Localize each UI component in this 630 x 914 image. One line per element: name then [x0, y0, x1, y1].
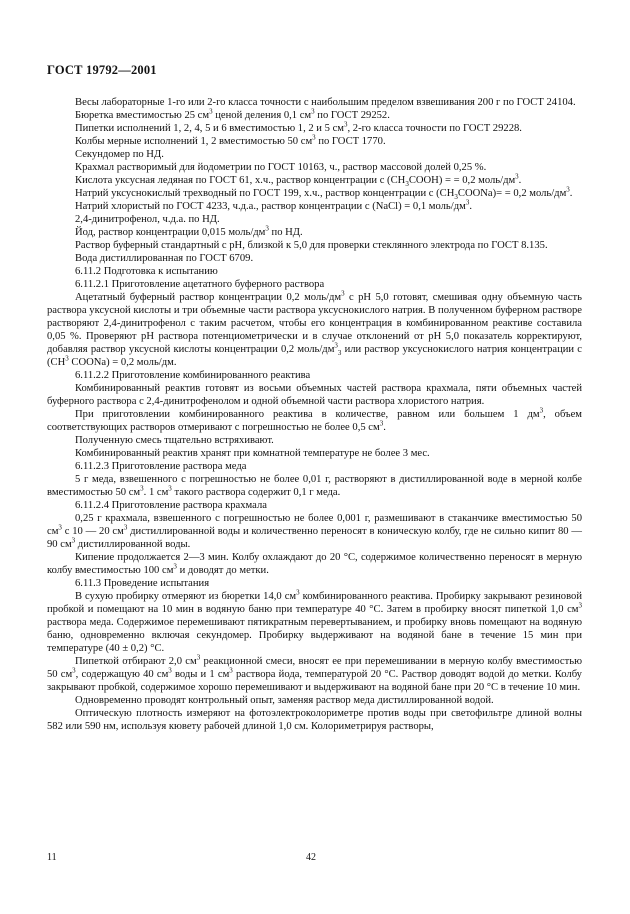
text-run: , 2-го класса точности по ГОСТ 29228.	[347, 123, 522, 134]
paragraph	[47, 499, 582, 512]
footer-code: 11	[47, 852, 57, 863]
superscript: 3	[465, 198, 470, 207]
superscript: 3	[173, 562, 177, 571]
paragraph	[47, 265, 582, 278]
paragraph	[47, 109, 582, 122]
superscript: 3	[296, 588, 300, 597]
superscript: 3	[65, 354, 69, 363]
subscript: 3	[454, 193, 458, 202]
paragraph	[47, 473, 582, 499]
text-run: .	[173, 357, 177, 368]
text-run: Одновременно проводят контрольный опыт, заменяя раствор меда дистиллированной водой.	[75, 695, 494, 706]
text-run: Кипение продолжается 2—3 мин. Колбу охлаждают до 20 °С, содержимое количественно переносят в мерную колбу вместимостью 100 см	[47, 552, 582, 576]
text-run: Комбинированный реактив готовят из восьми объемных частей раствора крахмала, пяти объемных частей буферного раствора с 2,4-динитрофенолом и одной объемной части раствора хлористого натрия.	[47, 383, 582, 407]
text-run: Комбинированный реактив хранят при комнатной температуре не более 3 мес.	[75, 448, 430, 459]
text-run: раствора йода, температурой 20 °С. Раствор доводят водой до метки. Колбу закрывают пробкой, содержимое хорошо перемешивают и выдерживают на водяной бане при 20 °С в течение 10 мин.	[47, 669, 582, 693]
paragraph	[47, 369, 582, 382]
superscript: 3	[168, 484, 172, 493]
page-number: 42	[306, 852, 316, 863]
superscript: 3	[578, 601, 582, 610]
text-run: 6.11.2.2 Приготовление комбинированного реактива	[75, 370, 311, 381]
text-run: Вода дистиллированная по ГОСТ 6709.	[75, 253, 254, 264]
text-run: . 1 см	[143, 487, 169, 498]
superscript: 3	[379, 419, 384, 428]
text-run: 0,25 г крахмала, взвешенного с погрешностью не более 0,001 г, размешивают в стаканчике вместимостью 50 см	[47, 513, 582, 537]
text-run: COONa) = 0,2 моль/дм	[68, 357, 174, 368]
subscript: 3	[337, 349, 342, 358]
superscript: 3	[72, 666, 76, 675]
paragraph	[47, 551, 582, 577]
superscript: 3	[123, 523, 128, 532]
text-run: Оптическую плотность измеряют на фотоэлектроколориметре против воды при светофильтре длиной волны 582 или 590 нм, используя кювету рабочей длиной 1,0 см. Колориметрируя растворы,	[47, 708, 582, 732]
text-run: 2,4-динитрофенол, ч.д.а. по НД.	[75, 214, 220, 225]
text-run: дистиллированной воды и количественно переносят в коническую колбу, где не сильно кипит 80 — 90 см	[47, 526, 582, 550]
superscript: 3	[312, 133, 316, 142]
paragraph	[47, 200, 582, 213]
text-run: Крахмал растворимый для йодометрии по ГОСТ 10163, ч., раствор массовой долей 0,25 %.	[75, 162, 487, 173]
text-run: В сухую пробирку отмеряют из бюретки 14,0 см	[75, 591, 297, 602]
text-run: реакционной смеси, вносят ее при перемешивании в мерную колбу вместимостью 50 см	[47, 656, 582, 680]
text-run: ценой деления 0,1 см	[212, 110, 312, 121]
paragraph	[47, 460, 582, 473]
text-run: Полученную смесь тщательно встряхивают.	[75, 435, 274, 446]
superscript: 3	[343, 120, 348, 129]
text-run: по ГОСТ 1770.	[315, 136, 386, 147]
text-run: раствора меда. Содержимое перемешивают пятикратным перевертыванием, и пробирку вновь помещают на водяную баню, одновременно включая секундомер. Пробирку выдерживают на водяной бане в течение 15 мин при температуре (40 ± 0,2) °С.	[47, 617, 582, 654]
text-run: При приготовлении комбинированного реактива в количестве, равном или большем 1 дм	[75, 409, 540, 420]
superscript: 3	[334, 341, 338, 350]
paragraph	[47, 577, 582, 590]
text-run: или раствор уксуснокислого натрия концентрации с (CH	[47, 344, 582, 368]
superscript: 3	[71, 536, 76, 545]
text-run: .	[569, 188, 573, 199]
superscript: 3	[140, 484, 144, 493]
text-run: 6.11.2.4 Приготовление раствора крахмала	[75, 500, 267, 511]
superscript: 3	[229, 666, 233, 675]
paragraph	[47, 161, 582, 174]
text-run: и доводят до метки.	[176, 565, 269, 576]
text-run: Пипетки исполнений 1, 2, 4, 5 и 6 вместимостью 1, 2 и 5 см	[75, 123, 344, 134]
subscript: 3	[405, 180, 409, 189]
text-run: , объем соответствующих растворов отмеривают с погрешностью не более 0,5 см	[47, 409, 582, 433]
text-run: .	[518, 175, 522, 186]
text-run: Колбы мерные исполнений 1, 2 вместимостью 50 см	[75, 136, 313, 147]
paragraph	[47, 291, 582, 369]
document-body	[47, 96, 582, 733]
paragraph	[47, 187, 582, 200]
text-run: , содержащую 40 см	[75, 669, 169, 680]
text-run: комбинированного реактива. Пробирку закрывают резиновой пробкой и помещают на 10 мин в водяную баню при температуре 40 °С. Затем в пробирку вносят пипеткой 1,0 см	[47, 591, 583, 615]
superscript: 3	[311, 107, 315, 116]
superscript: 3	[196, 653, 201, 662]
text-run: Весы лабораторные 1-го или 2-го класса точности с наибольшим пределом взвешивания 200 г по ГОСТ 24104.	[75, 97, 576, 108]
paragraph	[47, 252, 582, 265]
superscript: 3	[265, 224, 269, 233]
paragraph	[47, 434, 582, 447]
paragraph	[47, 148, 582, 161]
text-run: 6.11.3 Проведение испытания	[75, 578, 210, 589]
superscript: 3	[539, 406, 544, 415]
text-run: Натрий хлористый по ГОСТ 4233, ч.д.а., раствор концентрации с (NaCl) = 0,1 моль/дм	[75, 201, 466, 212]
text-run: 5 г меда, взвешенного с погрешностью не более 0,01 г, растворяют в дистиллированной воде в мерной колбе вместимостью 50 см	[47, 474, 582, 498]
paragraph	[47, 278, 582, 291]
text-run: .	[469, 201, 472, 212]
paragraph	[47, 447, 582, 460]
paragraph	[47, 239, 582, 252]
paragraph	[47, 382, 582, 408]
paragraph	[47, 512, 582, 551]
text-run: COOH) = = 0,2 моль/дм	[408, 175, 516, 186]
paragraph	[47, 590, 582, 655]
text-run: по НД.	[268, 227, 303, 238]
superscript: 3	[341, 289, 345, 298]
paragraph	[47, 707, 582, 733]
paragraph	[47, 213, 582, 226]
text-run: дистиллированной воды.	[75, 539, 191, 550]
text-run: Бюретка вместимостью 25 см	[75, 110, 210, 121]
document-header: ГОСТ 19792—2001	[47, 63, 157, 77]
paragraph	[47, 135, 582, 148]
text-run: 6.11.2.1 Приготовление ацетатного буферного раствора	[75, 279, 325, 290]
text-run: воды и 1 см	[171, 669, 230, 680]
text-run: .	[383, 422, 386, 433]
text-run: 6.11.2 Подготовка к испытанию	[75, 266, 218, 277]
paragraph	[47, 655, 582, 694]
text-run: Раствор буферный стандартный с pH, близкой к 5,0 для проверки стеклянного электрода по ГОСТ 8.135.	[75, 240, 548, 251]
text-run: по ГОСТ 29252.	[314, 110, 390, 121]
text-run: с 10 — 20 см	[61, 526, 124, 537]
superscript: 3	[168, 666, 172, 675]
superscript: 3	[566, 185, 570, 194]
text-run: Йод, раствор концентрации 0,015 моль/дм	[75, 227, 266, 238]
text-run: Натрий уксуснокислый трехводный по ГОСТ 199, х.ч., раствор концентрации с (CH	[75, 188, 455, 199]
text-run: такого раствора содержит 0,1 г меда.	[171, 487, 341, 498]
paragraph	[47, 408, 582, 434]
paragraph	[47, 226, 582, 239]
text-run: с pH 5,0 готовят, смешивая одну объемную часть раствора уксусной кислоты и три объемные части раствора уксуснокислого натрия. В полученном буферном растворе растворяют 2,4-динитрофенол с таким расчетом, чтобы его концентрация в комбинированном реактиве составила 0,05 %. Проверяют pH раствора потенциометрически и в случае отклонений от pH 5,0 показатель корректируют, добавляя раствор уксусной кислоты концентрации 0,2 моль/дм	[47, 292, 582, 355]
text-run: Секундомер по НД.	[75, 149, 164, 160]
superscript: 3	[515, 172, 519, 181]
text-run: 6.11.2.3 Приготовление раствора меда	[75, 461, 247, 472]
text-run: Кислота уксусная ледяная по ГОСТ 61, х.ч., раствор концентрации с (CH	[75, 175, 406, 186]
superscript: 3	[209, 107, 213, 116]
paragraph	[47, 694, 582, 707]
text-run: Пипеткой отбирают 2,0 см	[75, 656, 197, 667]
superscript: 3	[58, 523, 62, 532]
text-run: Ацетатный буферный раствор концентрации 0,2 моль/дм	[75, 292, 342, 303]
paragraph	[47, 174, 582, 187]
text-run: COONa)= = 0,2 моль/дм	[457, 188, 567, 199]
